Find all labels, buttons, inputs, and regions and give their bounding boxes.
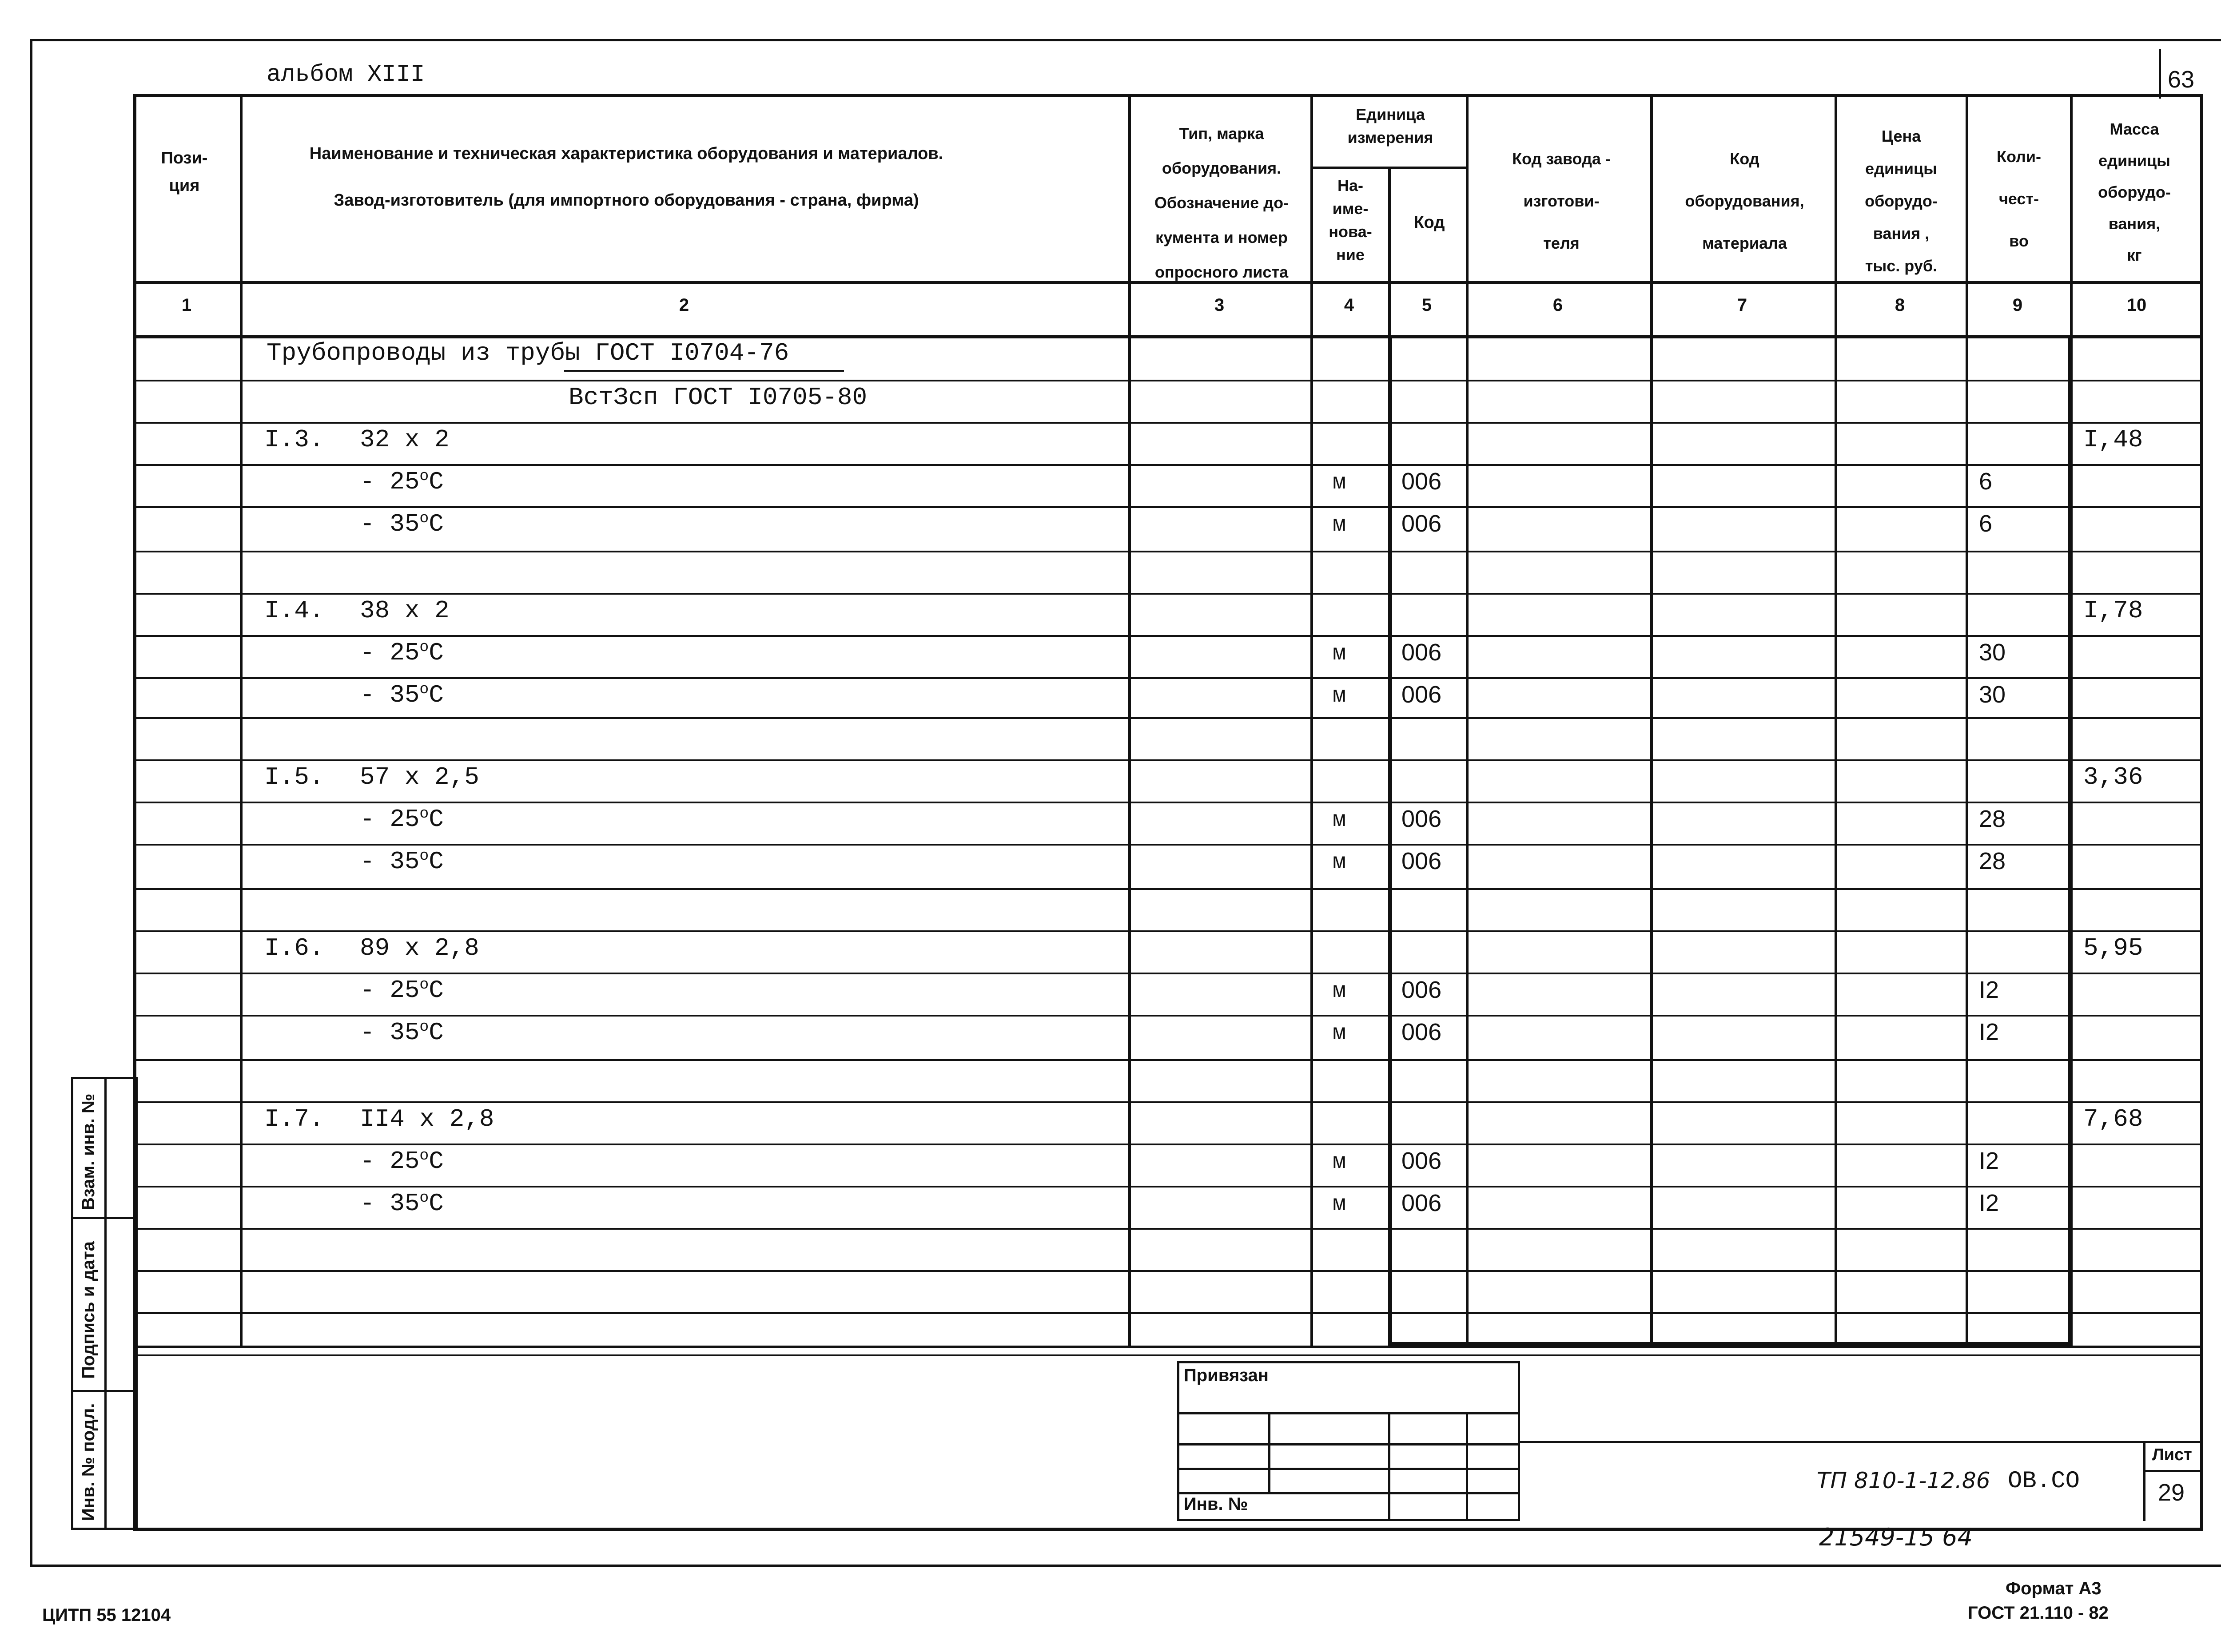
row-line-14 (133, 973, 2203, 974)
row-mass: 7,68 (2083, 1105, 2143, 1133)
row-unit-code: 006 (1401, 1148, 1442, 1174)
footer-format: Формат А3 (2006, 1579, 2102, 1598)
row-quantity: I2 (1979, 977, 1999, 1003)
row-line-23 (133, 1354, 2203, 1356)
table-top-border (133, 94, 2203, 97)
title-line-3 (1177, 1468, 1520, 1470)
row-name-text: - 25 (360, 1147, 420, 1176)
row-line-15 (133, 1015, 2203, 1017)
title-vline-3 (1466, 1412, 1468, 1521)
row-unit: м (1333, 1192, 1346, 1217)
row-position: I.5. (264, 763, 324, 791)
row-unit: м (1333, 470, 1346, 496)
header-factory-code: Код завода - изготови- теля (1512, 150, 1611, 252)
row-line-9 (133, 759, 2203, 761)
row-line-16 (133, 1059, 2203, 1061)
degree-sign: o (419, 847, 429, 865)
title-vline-1 (1268, 1412, 1270, 1492)
row-position: I.6. (264, 934, 324, 962)
row-unit-code: 006 (1401, 806, 1442, 832)
celsius-sign: C (429, 1147, 444, 1176)
footer-gost: ГОСТ 21.110 - 82 (1968, 1603, 2109, 1623)
degree-sign: o (419, 976, 429, 993)
column-number: 3 (1214, 295, 1225, 315)
row-line-22 (133, 1312, 2203, 1314)
row-name (360, 596, 450, 625)
degree-sign: o (419, 510, 429, 527)
row-name (360, 639, 444, 667)
row-position: I.3. (264, 425, 324, 454)
celsius-sign: C (429, 510, 444, 539)
row-name (360, 805, 444, 834)
row-unit-code: 006 (1401, 1019, 1442, 1045)
row-position: I.4. (264, 596, 324, 625)
row-mass: 5,95 (2083, 934, 2143, 962)
row-name-text: - 35 (360, 1018, 420, 1047)
row-position: I.7. (264, 1105, 324, 1133)
header-name-line1: Наименование и техническая характеристика оборудования и материалов. (309, 144, 943, 163)
footer-left: ЦИТП 55 12104 (42, 1605, 171, 1625)
thick-box-right (2068, 335, 2072, 1346)
heading-underline (564, 370, 844, 372)
row-name (360, 510, 444, 538)
body-bottom-line (133, 1346, 2203, 1348)
row-unit: м (1333, 641, 1346, 667)
celsius-sign: C (429, 805, 444, 834)
row-line-11 (133, 844, 2203, 846)
row-name-text: 57 x 2,5 (360, 763, 479, 791)
header-equipment-code: Код оборудования, материала (1685, 150, 1804, 252)
celsius-sign: C (429, 1018, 444, 1047)
thick-box-left (1388, 335, 1392, 1346)
row-unit: м (1333, 979, 1346, 1004)
row-unit-code: 006 (1401, 848, 1442, 874)
sheet-box-line (2143, 1470, 2203, 1472)
row-name (360, 847, 444, 876)
side-label-replacement: Взам. инв. № (79, 1093, 98, 1210)
row-line-20 (133, 1228, 2203, 1230)
row-mass: 3,36 (2083, 763, 2143, 791)
header-unit-code: Код (1413, 213, 1445, 232)
row-name-text: - 25 (360, 639, 420, 667)
row-unit: м (1333, 1021, 1346, 1046)
title-vline-2 (1388, 1412, 1390, 1521)
column-number: 8 (1895, 295, 1905, 315)
row-name-text: 38 x 2 (360, 596, 450, 625)
row-name-text: - 35 (360, 510, 420, 539)
degree-sign: o (419, 639, 429, 656)
row-quantity: I2 (1979, 1190, 1999, 1216)
row-name-text: - 35 (360, 681, 420, 710)
row-quantity: 6 (1979, 510, 1993, 537)
row-unit: м (1333, 808, 1346, 833)
column-number: 4 (1344, 295, 1354, 315)
row-unit: м (1333, 1150, 1346, 1175)
row-mass: I,48 (2083, 425, 2143, 454)
column-number: 5 (1421, 295, 1432, 315)
header-position: Пози- ция (161, 149, 208, 195)
handwritten-number: 21549-15 64 (1819, 1523, 1973, 1551)
side-stamp-divider (104, 1077, 107, 1530)
number-row-bottom-line (133, 335, 2203, 338)
degree-sign: o (419, 681, 429, 698)
side-stamp-line-2 (71, 1390, 138, 1392)
header-price: Цена единицы оборудо- вания , тыс. руб. (1865, 127, 1938, 275)
header-unit-name: На- име- нова- ние (1329, 176, 1372, 264)
row-line-18 (133, 1144, 2203, 1145)
row-name-text: Трубопроводы из трубы ГОСТ I0704-76 (267, 339, 789, 367)
row-unit-code: 006 (1401, 468, 1442, 495)
row-line-4 (133, 551, 2203, 552)
row-name (360, 976, 444, 1005)
celsius-sign: C (429, 468, 444, 496)
row-quantity: 28 (1979, 848, 2006, 874)
row-unit: м (1333, 512, 1346, 538)
sheet-label: Лист (2152, 1446, 2192, 1464)
privyazan-label: Привязан (1184, 1366, 1269, 1385)
column-number: 6 (1552, 295, 1563, 315)
row-name (569, 383, 867, 412)
row-name (360, 934, 479, 962)
side-label-original: Инв. № подл. (79, 1403, 98, 1521)
header-mass: Масса единицы оборудо- вания, кг (2098, 120, 2171, 264)
column-line-3 (1310, 94, 1313, 1346)
row-name-text: II4 x 2,8 (360, 1105, 494, 1133)
row-line-19 (133, 1186, 2203, 1187)
row-name-text: 89 x 2,8 (360, 934, 479, 962)
title-doc-line (1519, 1441, 2203, 1443)
row-name (360, 1105, 494, 1133)
row-name-text: - 25 (360, 976, 420, 1005)
page-number: 63 (2168, 66, 2195, 93)
row-name-text: - 35 (360, 847, 420, 876)
degree-sign: o (419, 1189, 429, 1207)
row-unit-code: 006 (1401, 977, 1442, 1003)
row-line-21 (133, 1270, 2203, 1272)
inv-no-label: Инв. № (1184, 1494, 1248, 1514)
title-line-1 (1177, 1412, 1520, 1414)
row-quantity: I2 (1979, 1148, 1999, 1174)
row-line-5 (133, 593, 2203, 595)
row-name-text: 32 x 2 (360, 425, 450, 454)
row-line-13 (133, 930, 2203, 932)
row-name (360, 425, 450, 454)
degree-sign: o (419, 805, 429, 822)
degree-sign: o (419, 468, 429, 485)
row-name (267, 339, 789, 367)
row-name-text: - 25 (360, 805, 420, 834)
row-unit-code: 006 (1401, 510, 1442, 537)
row-line-17 (133, 1101, 2203, 1103)
row-unit-code: 006 (1401, 1190, 1442, 1216)
row-line-12 (133, 888, 2203, 890)
row-quantity: 28 (1979, 806, 2006, 832)
row-name (360, 1189, 444, 1218)
row-unit-code: 006 (1401, 639, 1442, 666)
row-quantity: I2 (1979, 1019, 1999, 1045)
row-name-text: - 35 (360, 1189, 420, 1218)
column-number: 9 (2012, 295, 2023, 315)
column-number: 2 (679, 295, 689, 315)
column-number: 1 (181, 295, 192, 315)
row-name-text: - 25 (360, 468, 420, 496)
row-name (360, 681, 444, 709)
row-quantity: 6 (1979, 468, 1993, 495)
title-line-2 (1177, 1443, 1520, 1446)
row-name (360, 763, 479, 791)
row-line-3 (133, 506, 2203, 508)
row-unit-code: 006 (1401, 681, 1442, 708)
column-line-6 (1650, 94, 1653, 1346)
row-line-1 (133, 422, 2203, 424)
album-label: альбом XIII (267, 61, 425, 88)
degree-sign: o (419, 1147, 429, 1164)
header-name-line2: Завод-изготовитель (для импортного оборудования - страна, фирма) (334, 191, 919, 210)
row-name-text: ВстЗсп ГОСТ I0705-80 (569, 383, 868, 412)
header-type: Тип, марка оборудования. Обозначение до- кумента и номер опросного листа (1154, 124, 1289, 281)
column-number: 7 (1737, 295, 1747, 315)
column-line-2 (1128, 94, 1131, 1346)
column-line-1 (240, 94, 243, 1346)
row-line-10 (133, 802, 2203, 803)
celsius-sign: C (429, 1189, 444, 1218)
doc-code-handwritten: ТП 810-1-12.86 (1817, 1468, 1990, 1493)
right-border (2200, 94, 2203, 1346)
row-unit: м (1333, 850, 1346, 875)
column-line-5 (1466, 94, 1469, 1346)
column-number: 10 (2126, 295, 2147, 315)
row-name (360, 468, 444, 496)
column-line-8 (1966, 94, 1968, 1346)
row-line-7 (133, 677, 2203, 679)
row-line-6 (133, 635, 2203, 637)
header-quantity: Коли- чест- во (1996, 147, 2042, 250)
row-line-8 (133, 717, 2203, 719)
celsius-sign: C (429, 681, 444, 710)
celsius-sign: C (429, 847, 444, 876)
doc-code-printed: ОВ.СО (2008, 1468, 2080, 1495)
row-mass: I,78 (2083, 596, 2143, 625)
celsius-sign: C (429, 639, 444, 667)
header-unit-group: Единица измерения (1347, 105, 1433, 147)
row-line-0 (133, 380, 2203, 381)
row-quantity: 30 (1979, 681, 2006, 708)
row-name (360, 1018, 444, 1047)
side-stamp-line-1 (71, 1217, 138, 1219)
side-label-signature: Подпись и дата (79, 1241, 98, 1379)
row-quantity: 30 (1979, 639, 2006, 666)
row-unit: м (1333, 683, 1346, 709)
sheet-number: 29 (2158, 1479, 2185, 1506)
degree-sign: o (419, 1018, 429, 1036)
celsius-sign: C (429, 976, 444, 1005)
row-line-2 (133, 464, 2203, 466)
row-name (360, 1147, 444, 1175)
